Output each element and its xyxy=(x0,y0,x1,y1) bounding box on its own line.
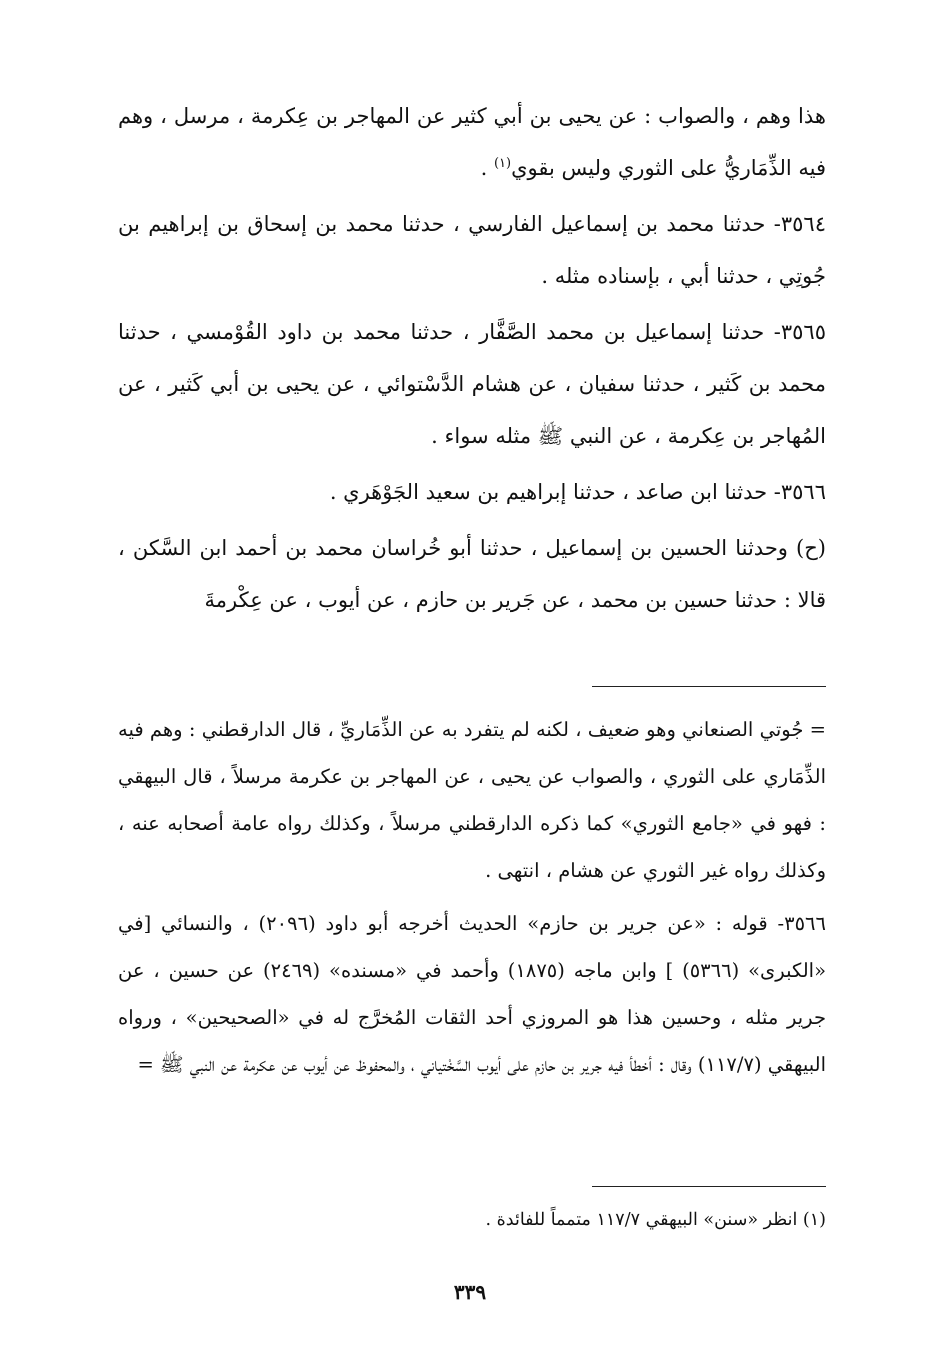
footnote-divider xyxy=(592,1186,826,1187)
hadith-3566: ٣٥٦٦- حدثنا ابن صاعد ، حدثنا إبراهيم بن سعيد الجَوْهَري . xyxy=(329,480,826,504)
hadith-3565: ٣٥٦٥- حدثنا إسماعيل بن محمد الصَّفَّار ، حدثنا محمد بن داود القُوْمسي ، حدثنا محمد بن كَثير ، حدثنا سفيان ، عن هشام الدَّسْتوائي ، عن يحيى بن أبي كَثير ، عن المُهاجر بن عِكرمة ، عن النبي ﷺ مثله سواء . xyxy=(118,320,826,448)
paragraph-1 xyxy=(118,90,826,194)
footnotes xyxy=(118,1200,826,1240)
commentary xyxy=(118,706,826,1094)
footnote-1: (١) انظر «سنن» البيهقي ١١٧/٧ متمماً للفائدة . xyxy=(485,1210,826,1230)
commentary-3566: ٣٥٦٦- قوله : «عن جرير بن حازم» الحديث أخرجه أبو داود (٢٠٩٦) ، والنسائي [في «الكبرى» (٥٣٦٦) ] وابن ماجه (١٨٧٥) وأحمد في «مسنده» (٢٤٦٩) عن حسين ، عن جرير مثله ، وحسين هذا هو المروزي أحد الثقات المُخرَّج له في «الصحيحين» ، ورواه البيهقي (١١٧/٧) وقال : أخطأ فيه جرير بن حازم على أيوب السَّخْتياني ، والمحفوظ عن أيوب عن عكرمة عن النبي ﷺ = xyxy=(118,912,827,1076)
hadith-3564: ٣٥٦٤- حدثنا محمد بن إسماعيل الفارسي ، حدثنا محمد بن إسحاق بن إبراهيم بن جُوتِي ، حدثنا أبي ، بإسناده مثله . xyxy=(118,212,826,288)
main-text xyxy=(118,90,826,630)
hadith-3566-chain: (ح) وحدثنا الحسين بن إسماعيل ، حدثنا أبو خُراسان محمد بن أحمد ابن السَّكن ، قالا : حدثنا حسين بن محمد ، عن جَرير بن حازم ، عن أيوب ، عن عِكْرمةَ xyxy=(118,536,826,612)
commentary-divider xyxy=(592,686,826,687)
footnote-ref[interactable]: (١) xyxy=(493,156,512,171)
paragraph-1-text: هذا وهم ، والصواب : عن يحيى بن أبي كثير عن المهاجر بن عِكرمة ، مرسل ، وهم فيه الذِّمَاريُّ على الثوري وليس بقوي xyxy=(118,104,826,180)
paragraph-1-end: . xyxy=(480,156,494,180)
page-number: ٣٣٩ xyxy=(453,1280,487,1304)
commentary-continued: = جُوتي الصنعاني وهو ضعيف ، لكنه لم يتفرد به عن الذِّمَاريِّ ، قال الدارقطني : وهم فيه الذِّمَاري على الثوري ، والصواب عن يحيى ، عن المهاجر بن عكرمة مرسلاً ، قال البيهقي : فهو في «جامع الثوري» كما ذكره الدارقطني مرسلاً ، وكذلك رواه عامة أصحابه عنه ، وكذلك رواه غير الثوري عن هشام ، انتهى . xyxy=(118,718,826,882)
